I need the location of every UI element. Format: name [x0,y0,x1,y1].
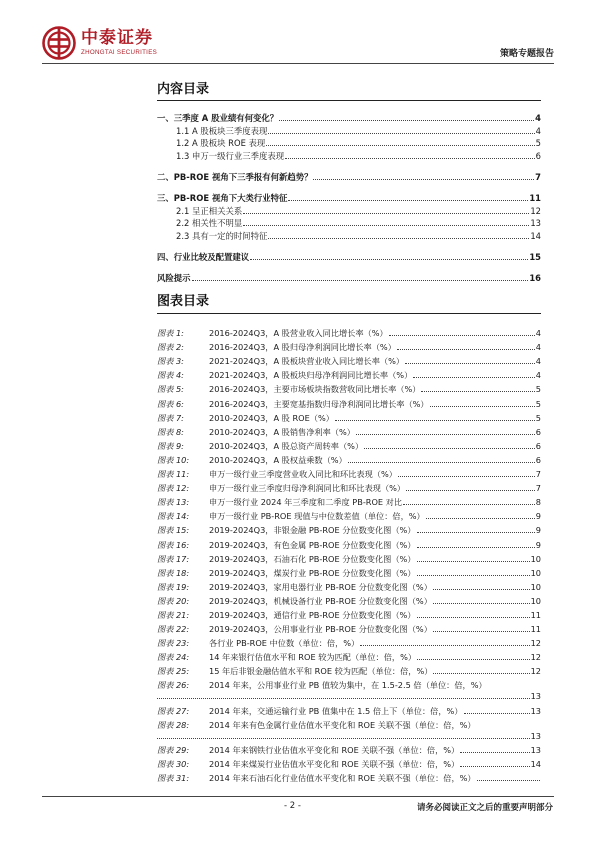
toc-entry-page: 15 [529,251,541,262]
dot-leader [460,752,529,753]
page-number: - 2 - [284,801,301,811]
dot-leader [157,738,530,739]
figure-number: 图表 22: [157,624,190,635]
figure-number: 图表 4: [157,370,184,381]
toc-gap [157,161,541,170]
figure-number: 图表 5: [157,384,184,395]
figure-page: 4 [535,328,541,339]
dot-leader [417,532,535,533]
dot-leader [243,225,529,226]
toc-entry[interactable] [157,216,541,228]
figure-title: 2014 年来有色金属行业估值水平变化和 ROE 关联不强（单位：倍，%） [209,719,476,730]
figure-title: 2014 年来煤炭行业估值水平变化和 ROE 关联不强（单位：倍，%） [209,758,460,769]
figure-page: 7 [535,469,541,480]
figure-entry[interactable] [157,620,541,634]
figure-title: 14 年来银行估值水平和 ROE 较为匹配（单位：倍，%） [209,652,417,663]
toc-entry-label: 2.2 相关性不明显 [176,218,243,229]
toc-entry[interactable] [157,170,541,182]
figure-number: 图表 25: [157,666,190,677]
header-divider [42,63,554,64]
figure-title: 2010-2024Q3，A 股总资产周转率（%） [209,440,364,451]
figure-page: 6 [535,454,541,465]
dot-leader [364,448,535,449]
figure-title: 2014 年来，公用事业行业 PB 值较为集中，在 1.5-2.5 倍（单位：倍，%） [209,680,487,691]
toc-entry-page: 7 [535,171,541,182]
figure-page: 5 [535,398,541,409]
dot-leader [268,238,529,239]
toc-entry[interactable] [157,111,541,123]
toc-entry[interactable] [157,271,541,283]
figure-page: 12 [530,638,541,649]
figure-title: 2016-2024Q3，A 股归母净利润同比增长率（%） [209,342,396,353]
figure-title: 2010-2024Q3，A 股销售净利率（%） [209,426,355,437]
figure-entry[interactable] [157,437,541,451]
toc-entry-label: 二、PB-ROE 视角下三季报有何新趋势？ [157,171,313,182]
figure-entry[interactable] [157,451,541,465]
figure-number: 图表 9: [157,440,184,451]
figure-page: 10 [530,553,541,564]
zhongtai-logo-icon [42,26,76,60]
figure-title: 2021-2024Q3，A 股板块营业收入同比增长率（%） [209,356,405,367]
figure-title: 申万一级行业三季度归母净利润同比和环比表现（%） [209,483,406,494]
toc-entry-page: 5 [535,138,541,149]
figure-title: 2019-2024Q3，有色金属 PB-ROE 分位数变化图（%） [209,539,416,550]
dot-leader [417,547,535,548]
dot-leader [477,780,540,781]
figure-number: 图表 18: [157,567,190,578]
figure-page: 14 [530,758,541,769]
figure-number: 图表 26: [157,680,190,691]
toc-entry[interactable] [157,136,541,148]
dot-leader [157,698,530,699]
dot-leader [421,391,534,392]
toc-entry-label: 1.2 A 股板块 ROE 表现 [176,138,266,149]
footer-disclaimer: 请务必阅读正文之后的重要声明部分 [416,803,553,813]
figure-number: 图表 20: [157,595,190,606]
figure-page: 12 [530,652,541,663]
figure-entry[interactable] [157,493,541,507]
dot-leader [464,713,530,714]
figure-number: 图表 12: [157,483,190,494]
dot-leader [397,349,535,350]
toc-entry-label: 1.1 A 股板块三季度表现 [176,125,268,136]
figure-page: 4 [535,356,541,367]
figure-entry[interactable] [157,535,541,549]
figure-entry-continuation [157,690,541,701]
dot-leader [285,158,535,159]
figure-title: 2019-2024Q3，公用事业行业 PB-ROE 分位数变化图（%） [209,624,432,635]
footer-divider [42,796,554,797]
toc-title-rule [157,100,541,101]
dot-leader [417,575,530,576]
figure-page: 5 [535,384,541,395]
figure-number: 图表 21: [157,609,190,620]
dot-leader [313,179,534,180]
dot-leader [356,434,535,435]
dot-leader [417,561,530,562]
dot-leader [335,420,535,421]
dot-leader [413,377,535,378]
figure-entry[interactable] [157,409,541,423]
figure-number: 图表 1: [157,328,184,339]
figure-number: 图表 29: [157,744,190,755]
page-header [42,26,554,62]
figure-title: 各行业 PB-ROE 中位数（单位：倍，%） [209,638,360,649]
dot-leader [360,645,529,646]
toc-gap [157,262,541,271]
toc-entry-page: 16 [529,273,541,284]
dot-leader [430,406,535,407]
dot-leader [243,213,529,214]
figure-title: 2014 年来，交通运输行业 PB 值集中在 1.5 倍上下（单位：倍，%） [209,705,463,716]
figure-entry[interactable] [157,755,541,769]
company-logo [42,26,157,60]
toc-entry-page: 14 [530,230,541,241]
figure-page: 9 [535,525,541,536]
toc-entry-page: 13 [530,218,541,229]
toc-entry[interactable] [157,250,541,262]
dot-leader [266,145,534,146]
toc-entry-label: 三、PB-ROE 视角下大类行业特征 [157,193,288,204]
figure-page: 10 [530,567,541,578]
figure-page: 8 [535,497,541,508]
report-type-label: 策略专题报告 [499,49,554,59]
logo-chinese-name: 中泰证券 [81,28,153,48]
dot-leader [348,462,535,463]
figure-entry[interactable] [157,592,541,606]
toc-entry-label: 2.1 呈正相关关系 [176,205,243,216]
figure-page: 9 [535,539,541,550]
figure-entry-continuation [157,730,541,741]
figure-number: 图表 30: [157,758,190,769]
figure-title: 2019-2024Q3，煤炭行业 PB-ROE 分位数变化图（%） [209,567,416,578]
figure-title: 2016-2024Q3，主要宽基指数归母净利润同比增长率（%） [209,398,429,409]
figure-number: 图表 13: [157,497,190,508]
figure-entry[interactable] [157,606,541,620]
figure-entry[interactable] [157,741,541,755]
figure-number: 图表 23: [157,638,190,649]
figure-entry[interactable] [157,338,541,352]
figure-number: 图表 31: [157,772,190,783]
figure-entry[interactable] [157,662,541,676]
figure-entry[interactable] [157,648,541,662]
toc-gap [157,241,541,250]
toc-entry-page: 12 [530,205,541,216]
figure-entry[interactable] [157,324,541,338]
figure-number: 图表 28: [157,719,190,730]
figure-page: 13 [530,705,541,716]
dot-leader [288,200,528,201]
figure-entry[interactable] [157,394,541,408]
figure-list-title: 图表目录 [157,294,210,309]
figure-title: 2010-2024Q3，A 股权益乘数（%） [209,454,347,465]
figure-page: 10 [530,581,541,592]
dot-leader [417,659,530,660]
toc-entry-page: 4 [535,113,541,124]
figure-number: 图表 10: [157,454,190,465]
dot-leader [433,589,530,590]
dot-leader [433,673,529,674]
dot-leader [250,259,528,260]
dot-leader [389,335,535,336]
dot-leader [406,490,535,491]
figure-number: 图表 27: [157,705,190,716]
dot-leader [279,120,534,121]
figure-page: 4 [535,370,541,381]
figure-page: 6 [535,440,541,451]
figure-page: 11 [530,624,541,635]
figure-entry[interactable] [157,564,541,578]
dot-leader [460,766,529,767]
toc-entry-label: 2.3 具有一定的时间特征 [176,230,268,241]
toc-entry-label: 风险提示 [157,273,191,284]
figure-number: 图表 7: [157,412,184,423]
dot-leader [403,504,535,505]
figure-entry[interactable] [157,676,541,690]
toc-gap [157,182,541,191]
figure-entry[interactable] [157,550,541,564]
figure-page: 9 [535,511,541,522]
figure-entry[interactable] [157,507,541,521]
figure-entry[interactable] [157,380,541,394]
figure-entry[interactable] [157,578,541,592]
figure-title: 2019-2024Q3，通信行业 PB-ROE 分位数变化图（%） [209,609,416,620]
toc-entry-label: 四、行业比较及配置建议 [157,251,250,262]
figure-page: 5 [535,412,541,423]
figure-number: 图表 17: [157,553,190,564]
toc-entry-label: 一、三季度 A 股业绩有何变化？ [157,113,279,124]
dot-leader [426,518,535,519]
figure-entry[interactable] [157,465,541,479]
figure-entry[interactable] [157,769,541,783]
figure-title: 2010-2024Q3，A 股 ROE（%） [209,412,334,423]
figure-title: 申万一级行业 PB-ROE 现值与中位数差值（单位：倍，%） [209,511,425,522]
figure-page: 12 [530,666,541,677]
figure-page: 11 [530,609,541,620]
figure-title: 2019-2024Q3，机械设备行业 PB-ROE 分位数变化图（%） [209,595,432,606]
toc-entry-page: 11 [529,193,541,204]
figure-number: 图表 24: [157,652,190,663]
toc-entry[interactable] [157,228,541,240]
figure-page: 10 [530,595,541,606]
figure-entry[interactable] [157,701,541,715]
figure-number: 图表 11: [157,469,190,480]
figure-entry[interactable] [157,479,541,493]
figure-title: 2021-2024Q3，A 股板块归母净利润同比增长率（%） [209,370,413,381]
figure-entry[interactable] [157,423,541,437]
dot-leader [268,133,534,134]
figure-title: 申万一级行业 2024 年三季度和二季度 PB-ROE 对比 [209,497,403,508]
figure-page: 4 [535,342,541,353]
toc-entry-page: 4 [535,125,541,136]
table-of-contents [157,111,541,283]
figure-list-title-rule [157,313,541,314]
figure-title: 2014 年来钢铁行业估值水平变化和 ROE 关联不强（单位：倍，%） [209,744,460,755]
toc-entry[interactable] [157,123,541,135]
toc-title: 内容目录 [157,82,210,97]
figure-title: 2016-2024Q3，主要市场板块指数营收同比增长率（%） [209,384,421,395]
dot-leader [417,617,530,618]
figure-number: 图表 15: [157,525,190,536]
figure-title: 2019-2024Q3，石油石化 PB-ROE 分位数变化图（%） [209,553,416,564]
figure-entry[interactable] [157,521,541,535]
figure-page: 7 [535,483,541,494]
figure-page: 13 [530,744,541,755]
figure-number: 图表 3: [157,356,184,367]
dot-leader [405,363,535,364]
figure-title: 2019-2024Q3，家用电器行业 PB-ROE 分位数变化图（%） [209,581,432,592]
toc-entry-label: 1.3 申万一级行业三季度表现 [176,150,285,161]
figure-title: 2016-2024Q3，A 股营业收入同比增长率（%） [209,328,388,339]
figure-title: 2019-2024Q3，非银金融 PB-ROE 分位数变化图（%） [209,525,416,536]
logo-english-name: ZHONGTAI SECURITIES [81,49,158,56]
toc-entry-page: 6 [535,150,541,161]
dot-leader [192,280,529,281]
figure-number: 图表 14: [157,511,190,522]
figure-page: 13 [530,730,541,741]
figure-list [157,324,541,783]
figure-entry[interactable] [157,716,541,730]
figure-number: 图表 2: [157,342,184,353]
figure-entry[interactable] [157,366,541,380]
figure-title: 2014 年来石油石化行业估值水平变化和 ROE 关联不强（单位：倍，%） [209,772,476,783]
figure-number: 图表 19: [157,581,190,592]
dot-leader [433,603,530,604]
dot-leader [433,631,530,632]
figure-page: 6 [535,426,541,437]
figure-entry[interactable] [157,352,541,366]
figure-entry[interactable] [157,634,541,648]
figure-title: 15 年后非银金融估值水平和 ROE 较为匹配（单位：倍，%） [209,666,433,677]
toc-entry[interactable] [157,203,541,215]
figure-number: 图表 16: [157,539,190,550]
toc-entry[interactable] [157,191,541,203]
figure-number: 图表 8: [157,426,184,437]
dot-leader [398,476,535,477]
toc-entry[interactable] [157,148,541,160]
figure-number: 图表 6: [157,398,184,409]
figure-title: 申万一级行业三季度营业收入同比和环比表现（%） [209,469,397,480]
figure-page: 13 [530,691,541,702]
